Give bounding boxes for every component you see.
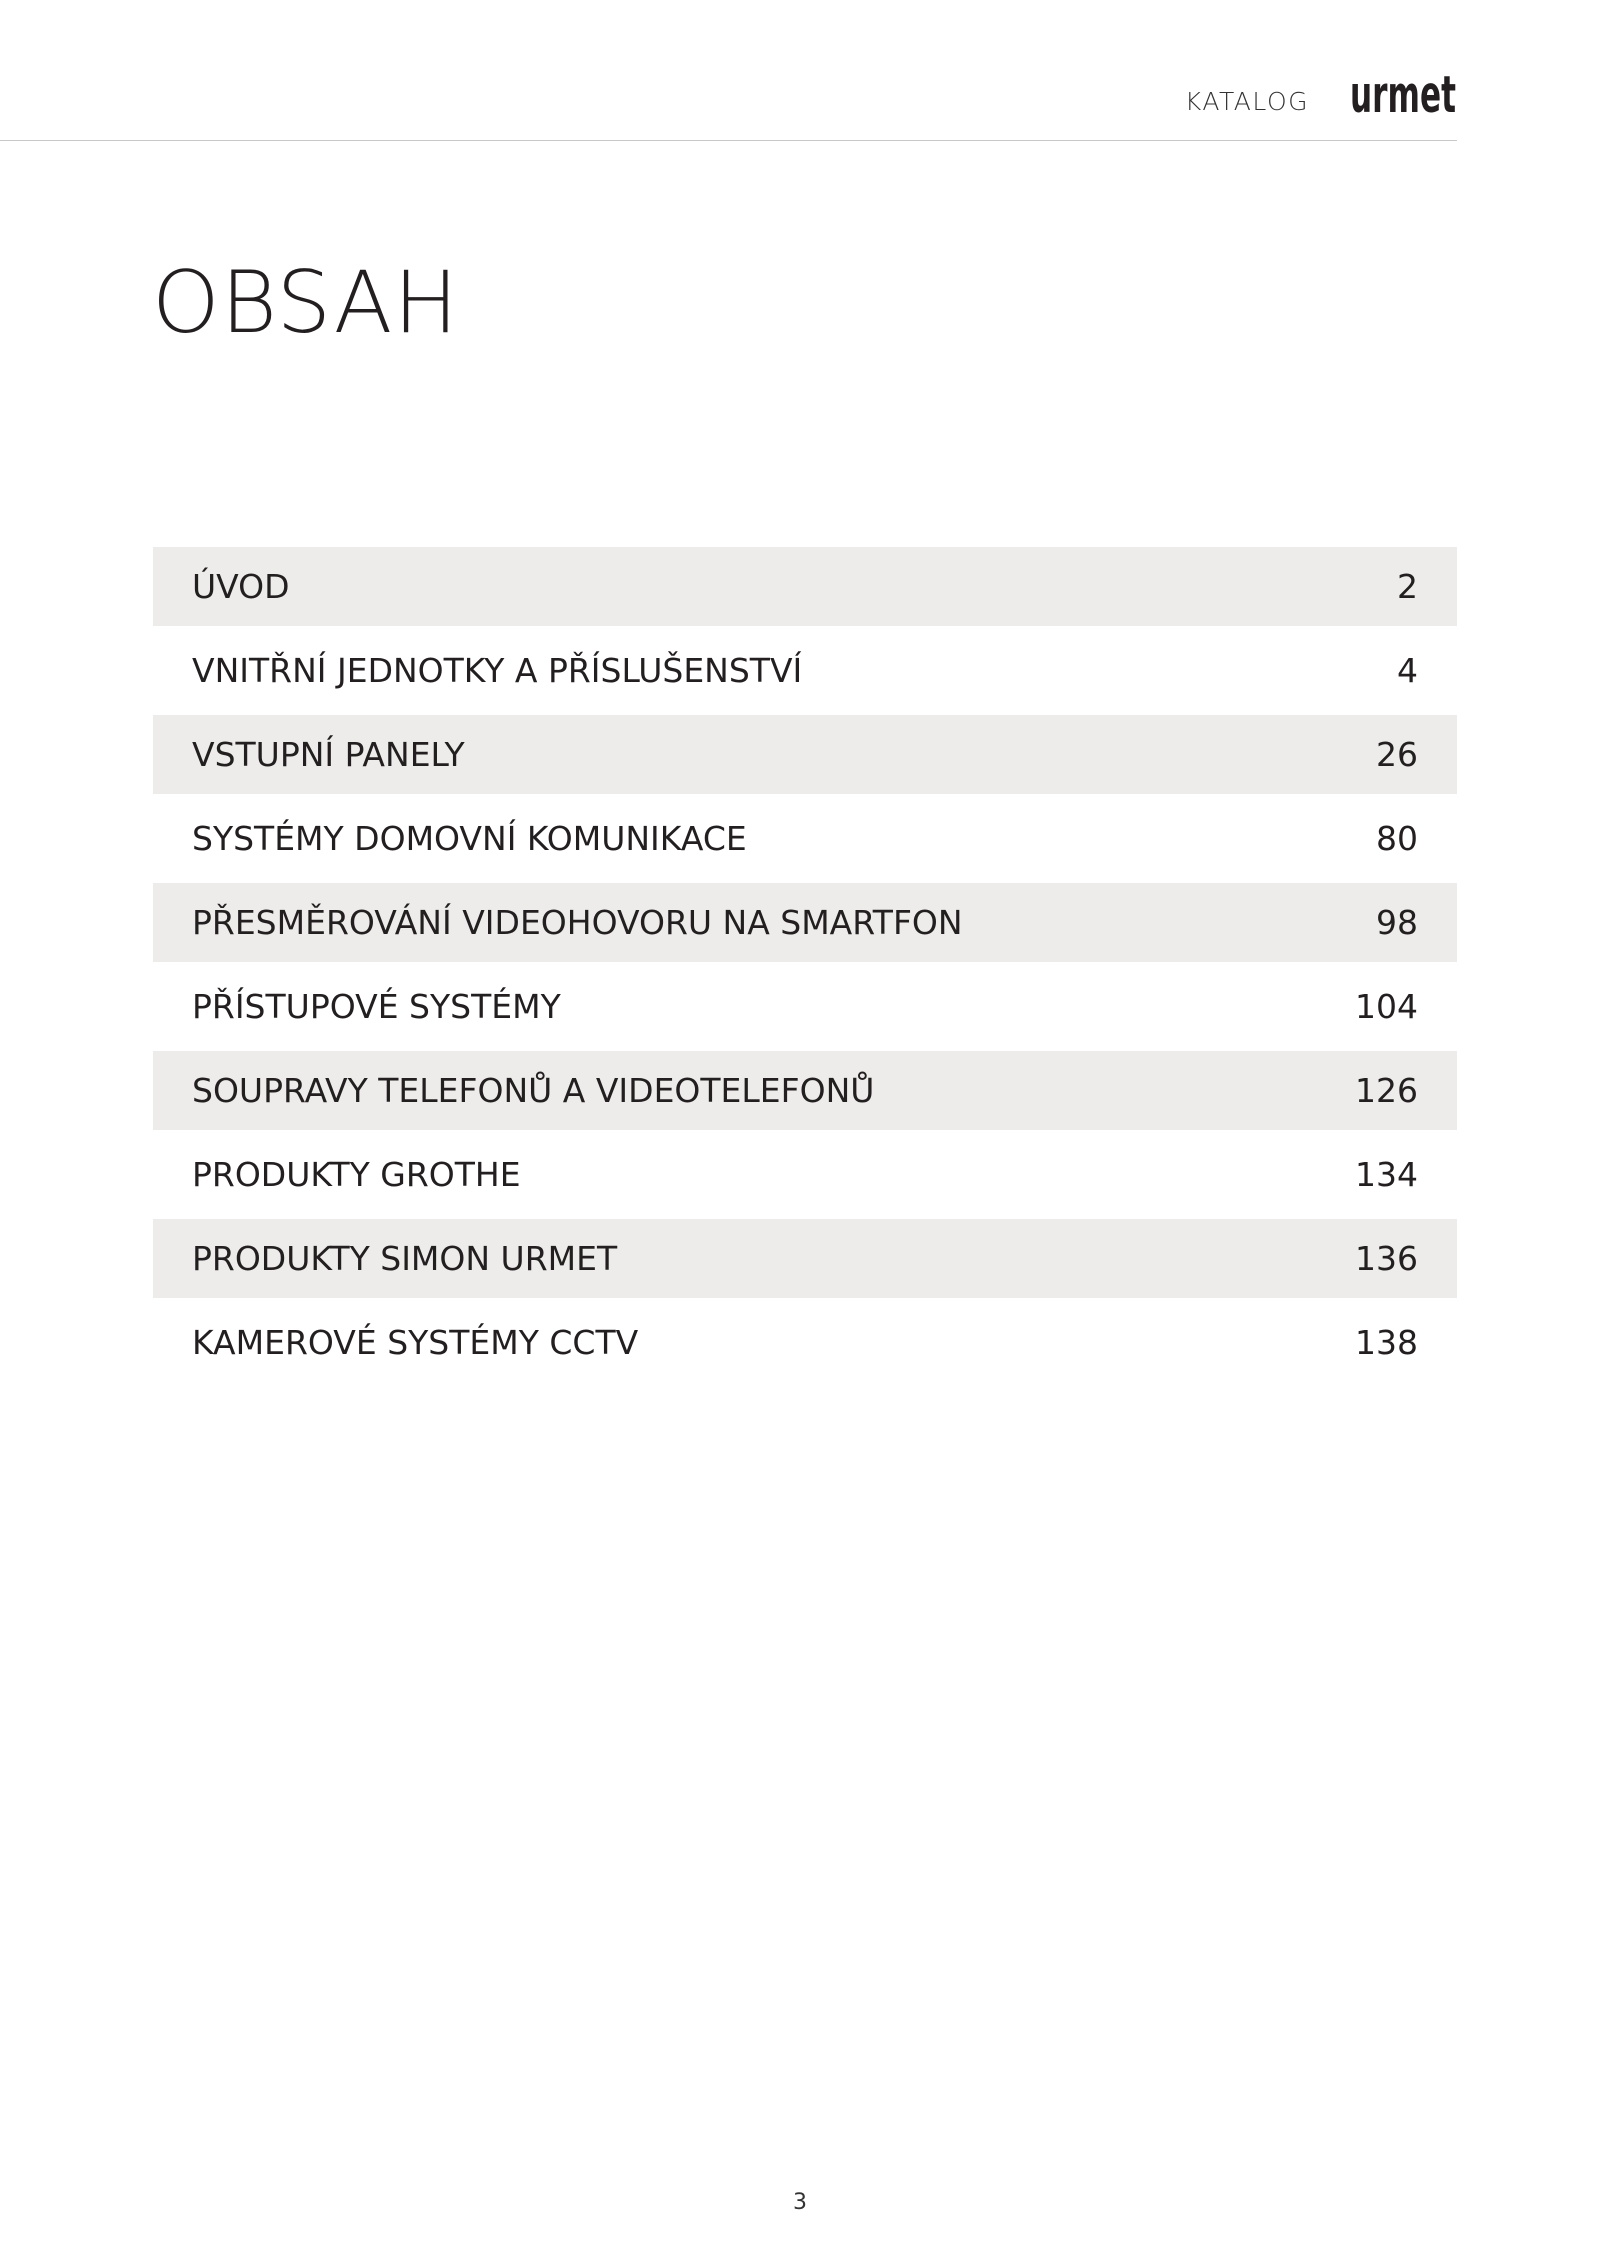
toc-row[interactable]	[153, 883, 1457, 962]
toc-page: 126	[1355, 1071, 1418, 1110]
toc-label: SYSTÉMY DOMOVNÍ KOMUNIKACE	[192, 819, 747, 858]
toc-page: 80	[1376, 819, 1418, 858]
toc-label: ÚVOD	[192, 567, 290, 606]
toc-page: 26	[1376, 735, 1418, 774]
toc-row[interactable]	[153, 715, 1457, 794]
toc-label: SOUPRAVY TELEFONŮ A VIDEOTELEFONŮ	[192, 1071, 875, 1110]
toc-label: VSTUPNÍ PANELY	[192, 735, 465, 774]
toc-row[interactable]	[153, 962, 1457, 1051]
toc-page: 104	[1355, 987, 1418, 1026]
toc-row[interactable]	[153, 547, 1457, 626]
toc-label: PRODUKTY SIMON URMET	[192, 1239, 618, 1278]
toc-row[interactable]	[153, 1130, 1457, 1219]
page-header	[0, 0, 1457, 141]
toc-row[interactable]	[153, 626, 1457, 715]
header-label: KATALOG	[1184, 87, 1309, 116]
page-title: OBSAH	[152, 253, 460, 353]
toc-row[interactable]	[153, 1051, 1457, 1130]
page-number: 3	[793, 2190, 807, 2215]
toc-page: 98	[1376, 903, 1418, 942]
toc-page: 138	[1355, 1323, 1418, 1362]
toc-label: PRODUKTY GROTHE	[192, 1155, 521, 1194]
toc-page: 2	[1397, 567, 1418, 606]
toc-label: VNITŘNÍ JEDNOTKY A PŘÍSLUŠENSTVÍ	[192, 651, 803, 690]
toc-label: PŘÍSTUPOVÉ SYSTÉMY	[192, 987, 561, 1026]
toc-label: KAMEROVÉ SYSTÉMY CCTV	[192, 1323, 639, 1362]
table-of-contents	[153, 547, 1457, 1387]
toc-page: 136	[1355, 1239, 1418, 1278]
toc-row[interactable]	[153, 1298, 1457, 1387]
toc-row[interactable]	[153, 794, 1457, 883]
urmet-logo-text: urmet	[1350, 66, 1456, 126]
toc-page: 4	[1397, 651, 1418, 690]
urmet-logo	[1349, 66, 1457, 126]
toc-page: 134	[1355, 1155, 1418, 1194]
toc-row[interactable]	[153, 1219, 1457, 1298]
toc-label: PŘESMĚROVÁNÍ VIDEOHOVORU NA SMARTFON	[192, 903, 963, 942]
